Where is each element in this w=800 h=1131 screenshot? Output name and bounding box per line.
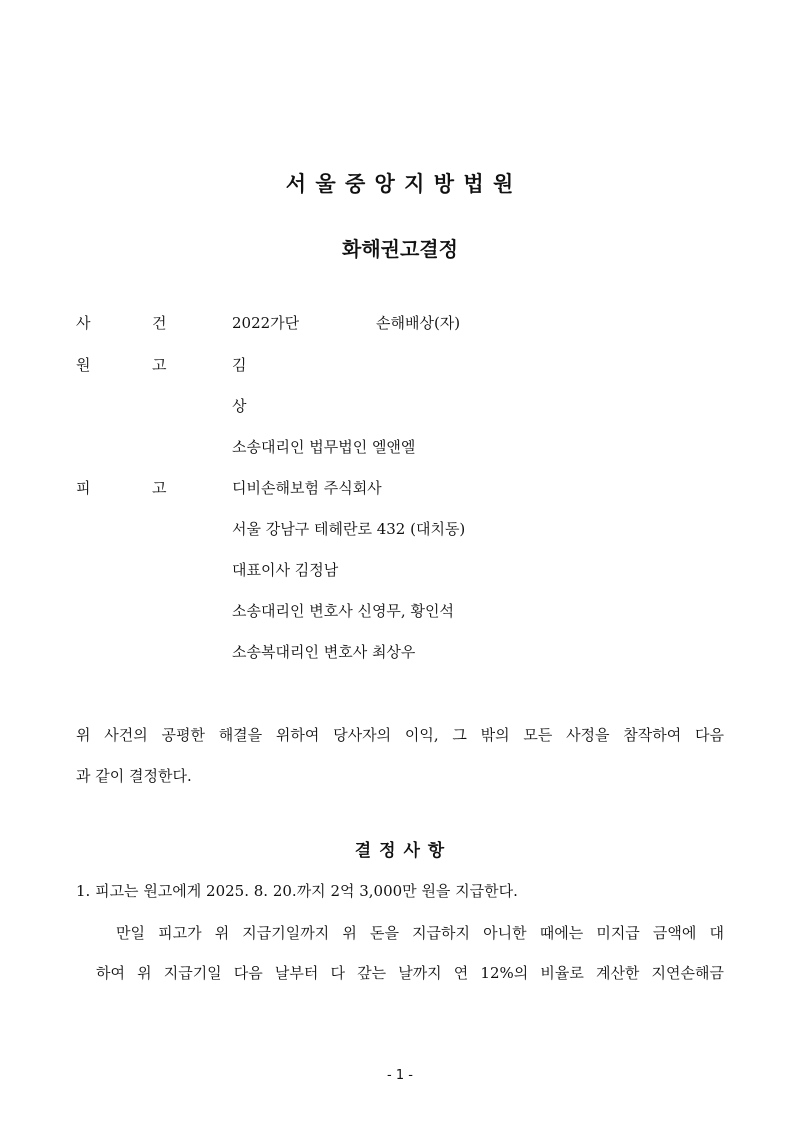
intro-line: 위 사건의 공평한 해결을 위하여 당사자의 이익, 그 밖의 모든 사정을 참작하여 다음 (76, 726, 724, 744)
court-name: 서 울 중 앙 지 방 법 원 (285, 172, 515, 196)
decision-item-1-paragraph: 만일 피고가 위 지급기일까지 위 돈을 지급하지 아니한 때에는 미지급 금액에 대 (116, 924, 724, 942)
intro-line: 과 같이 결정한다. (76, 767, 192, 785)
defendant-name: 디비손해보험 주식회사 (232, 479, 382, 497)
page-number: - 1 - (387, 1068, 413, 1083)
plaintiff-counsel: 소송대리인 법무법인 엘앤엘 (232, 438, 416, 456)
defendant-representative: 대표이사 김정남 (232, 561, 339, 579)
case-label-2: 건 (152, 314, 167, 332)
document-title: 화해권고결정 (342, 237, 458, 261)
defendant-counsel: 소송대리인 변호사 신영무, 황인석 (232, 602, 454, 620)
plaintiff-label-2: 고 (152, 356, 167, 374)
plaintiff-line: 김 (232, 356, 247, 374)
defendant-label-1: 피 (76, 479, 91, 497)
defendant-label-2: 고 (152, 479, 167, 497)
case-name: 손해배상(자) (376, 314, 461, 332)
plaintiff-label-1: 원 (76, 356, 91, 374)
decision-item-1-paragraph: 하여 위 지급기일 다음 날부터 다 갚는 날까지 연 12%의 비율로 계산한 지연손해금 (96, 964, 724, 982)
decision-item-1: 1. 피고는 원고에게 2025. 8. 20.까지 2억 3,000만 원을 지급한다. (76, 882, 518, 900)
decision-heading: 결 정 사 항 (354, 841, 446, 861)
defendant-sub-counsel: 소송복대리인 변호사 최상우 (232, 643, 416, 661)
defendant-address: 서울 강남구 테헤란로 432 (대치동) (232, 520, 466, 538)
case-number: 2022가단 (232, 314, 300, 332)
case-label-1: 사 (76, 314, 91, 332)
plaintiff-line: 상 (232, 397, 247, 415)
